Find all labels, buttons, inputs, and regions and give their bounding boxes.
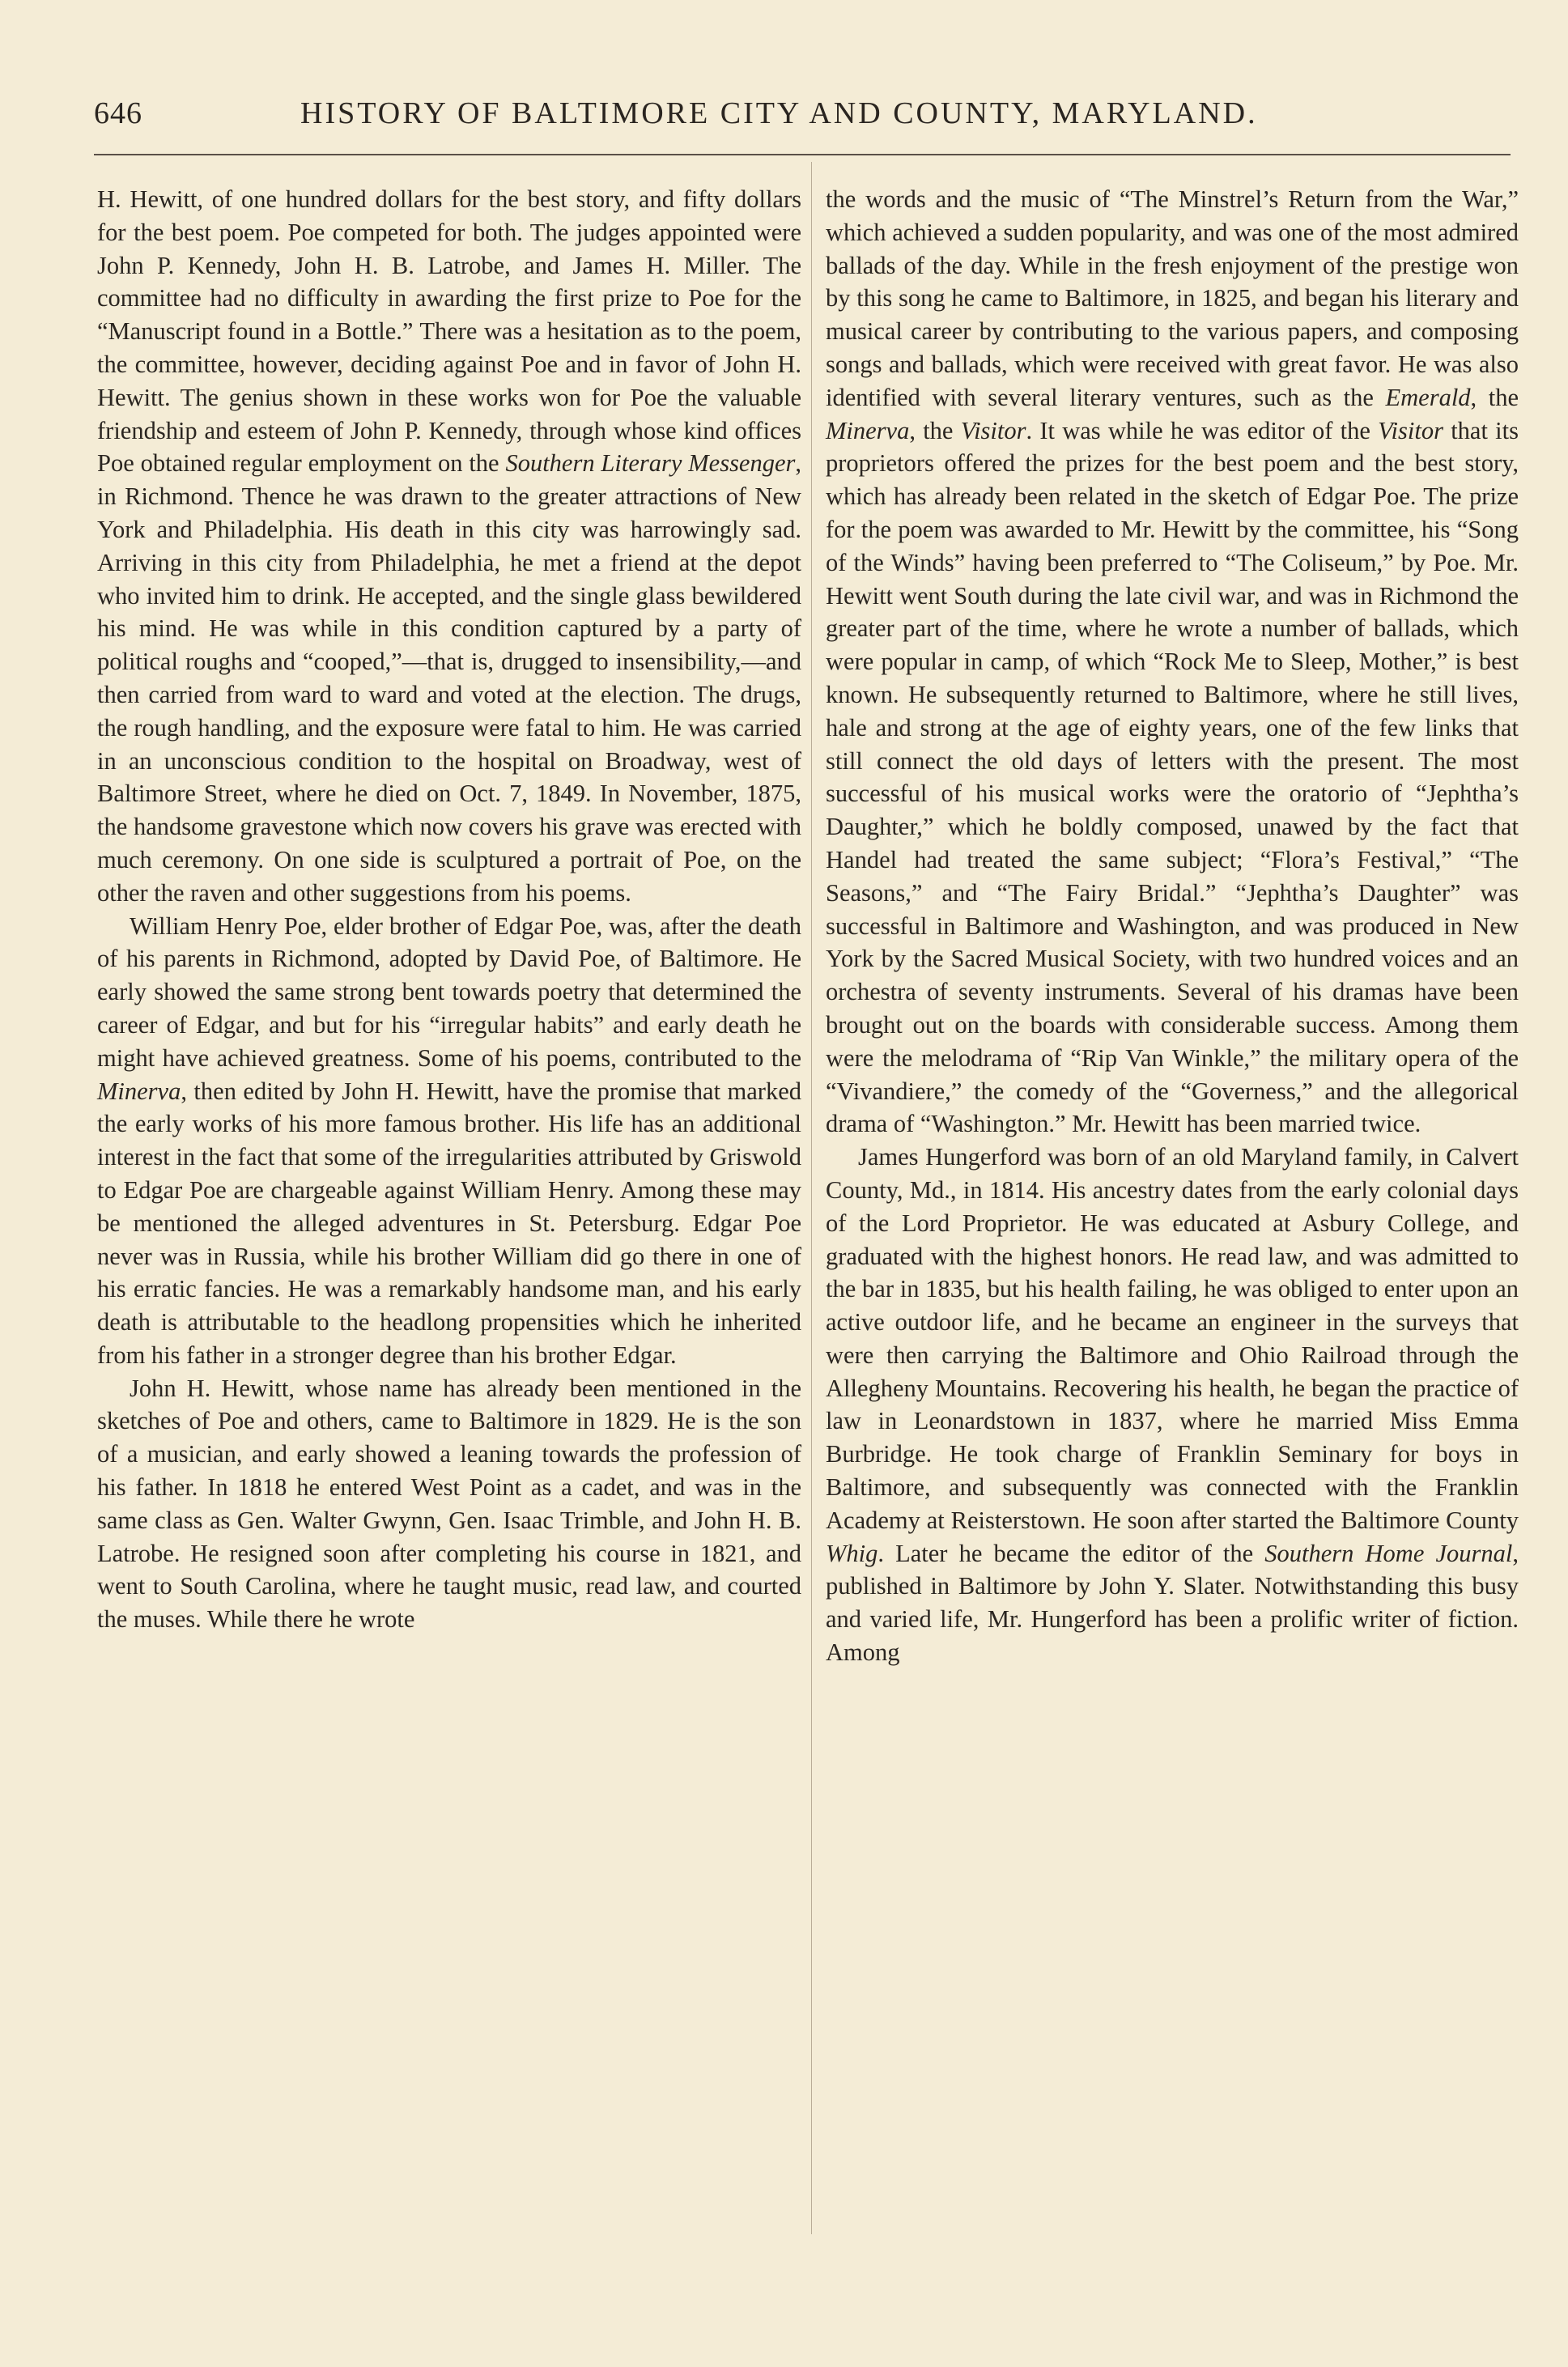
paragraph-james-hungerford: James Hungerford was born of an old Maryland family, in Calvert County, Md., in 1814. His ancestry dates from the early colonial days of the Lord Proprietor. He was educated at Asbury College, and graduated with the highest honors. He read law, and was admitted to the bar in 1835, but his health failing, he was obliged to enter upon an active outdoor life, and he became an engineer in the surveys that were then carrying the Baltimore and Ohio Railroad through the Allegheny Mountains. Recovering his health, he began the practice of law in Leonardstown in 1837, where he married Miss Emma Burbridge. He took charge of Franklin Seminary for boys in Baltimore, and subsequently was connected with the Franklin Academy at Reisterstown. He soon after started the Baltimore County Whig. Later he became the editor of the Southern Home Journal, published in Baltimore by John Y. Slater. Notwithstanding this busy and varied life, Mr. Hungerford has been a prolific writer of fiction. Among	[826, 1143, 1519, 1667]
left-column	[97, 183, 801, 1636]
header-rule	[94, 154, 1511, 155]
paragraph-william-henry-poe: William Henry Poe, elder brother of Edgar Poe, was, after the death of his parents in Richmond, adopted by David Poe, of Baltimore. He early showed the same strong bent towards poetry that determined the career of Edgar, and but for his “irregular habits” and early death he might have achieved greatness. Some of his poems, contributed to the Minerva, then edited by John H. Hewitt, have the promise that marked the early works of his more famous brother. His life has an additional interest in the fact that some of the irregularities attributed by Griswold to Edgar Poe are chargeable against William Henry. Among these may be mentioned the alleged adventures in St. Petersburg. Edgar Poe never was in Russia, while his brother William did go there in one of his erratic fancies. He was a remarkably handsome man, and his early death is attributable to the headlong propensities which he inherited from his father in a stronger degree than his brother Edgar.	[97, 912, 801, 1369]
paragraph-john-h-hewitt: John H. Hewitt, whose name has already been mentioned in the sketches of Poe and others, came to Baltimore in 1829. He is the son of a musician, and early showed a leaning towards the profession of his father. In 1818 he entered West Point as a cadet, and was in the same class as Gen. Walter Gwynn, Gen. Isaac Trimble, and John H. B. Latrobe. He resigned soon after completing his course in 1821, and went to South Carolina, where he taught music, read law, and courted the muses. While there he wrote	[97, 1374, 801, 1634]
page-header	[94, 96, 1511, 144]
page-number: 646	[94, 96, 142, 130]
running-title: HISTORY OF BALTIMORE CITY AND COUNTY, MARYLAND.	[300, 96, 1258, 130]
paragraph-hewitt-career: the words and the music of “The Minstrel’s Return from the War,” which achieved a sudden popularity, and was one of the most admired ballads of the day. While in the fresh enjoyment of the prestige won by this song he came to Baltimore, in 1825, and began his literary and musical career by contributing to the various papers, and composing songs and ballads, which were received with great favor. He was also identified with several literary ventures, such as the Emerald, the Minerva, the Visitor. It was while he was editor of the Visitor that its proprietors offered the prizes for the best poem and the best story, which has already been related in the sketch of Edgar Poe. The prize for the poem was awarded to Mr. Hewitt by the committee, his “Song of the Winds” having been preferred to “The Coliseum,” by Poe. Mr. Hewitt went South during the late civil war, and was in Richmond the greater part of the time, where he wrote a number of ballads, which were popular in camp, of which “Rock Me to Sleep, Mother,” is best known. He subsequently returned to Baltimore, where he still lives, hale and strong at the age of eighty years, one of the few links that still connect the old days of letters with the present. The most successful of his musical works were the oratorio of “Jephtha’s Daughter,” which he boldly composed, unawed by the fact that Handel had treated the same subject; “Flora’s Festival,” “The Seasons,” and “The Fairy Bridal.” “Jephtha’s Daughter” was successful in Baltimore and Washington, and was produced in New York by the Sacred Musical Society, with two hundred voices and an orchestra of seventy instruments. Several of his dramas have been brought out on the boards with considerable success. Among them were the melodrama of “Rip Van Winkle,” the military opera of the “Vivandiere,” the comedy of the “Governess,” and the allegorical drama of “Washington.” Mr. Hewitt has been married twice.	[826, 185, 1519, 1138]
right-column	[826, 183, 1519, 1669]
paragraph-poe-prize: H. Hewitt, of one hundred dollars for the best story, and fifty dollars for the best poem. Poe competed for both. The judges appointed were John P. Kennedy, John H. B. Latrobe, and James H. Miller. The committee had no difficulty in awarding the first prize to Poe for the “Manuscript found in a Bottle.” There was a hesitation as to the poem, the committee, however, deciding against Poe and in favor of John H. Hewitt. The genius shown in these works won for Poe the valuable friendship and esteem of John P. Kennedy, through whose kind offices Poe obtained regular employment on the Southern Literary Messenger, in Richmond. Thence he was drawn to the greater attractions of New York and Philadelphia. His death in this city was harrowingly sad. Arriving in this city from Philadelphia, he met a friend at the depot who invited him to drink. He accepted, and the single glass bewildered his mind. He was while in this condition captured by a party of political roughs and “cooped,”—that is, drugged to insensibility,—and then carried from ward to ward and voted at the election. The drugs, the rough handling, and the exposure were fatal to him. He was carried in an unconscious condition to the hospital on Broadway, west of Baltimore Street, where he died on Oct. 7, 1849. In November, 1875, the handsome gravestone which now covers his grave was erected with much ceremony. On one side is sculptured a portrait of Poe, on the other the raven and other suggestions from his poems.	[97, 185, 802, 907]
column-divider	[811, 162, 812, 2234]
